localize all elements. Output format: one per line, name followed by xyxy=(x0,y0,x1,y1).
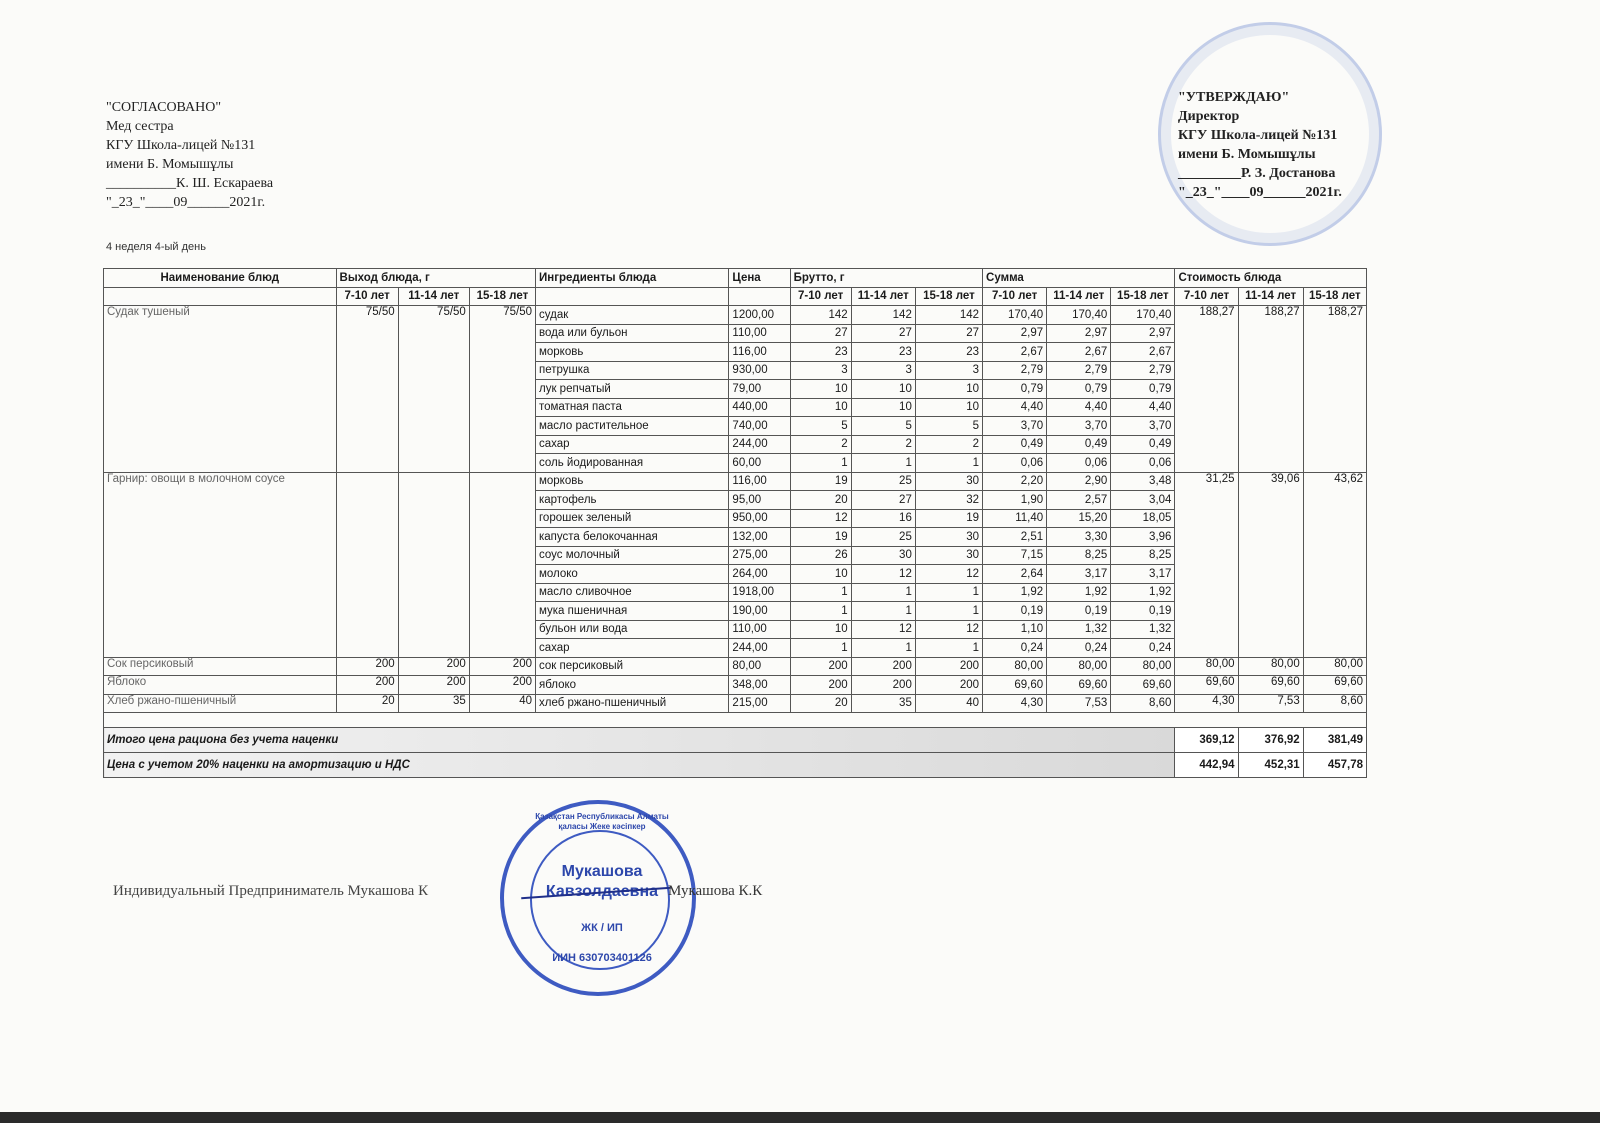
ingredient-name: сок персиковый xyxy=(535,657,728,676)
sum-value: 1,92 xyxy=(1111,583,1175,602)
approval-signature-line: _________Р. З. Достанова xyxy=(1178,166,1336,181)
col-brutto-header: Брутто, г xyxy=(790,269,982,288)
ingredient-price: 1200,00 xyxy=(729,306,790,325)
brutto-value: 1 xyxy=(790,639,851,658)
sum-value: 80,00 xyxy=(1111,657,1175,676)
sum-value: 2,57 xyxy=(1047,491,1111,510)
brutto-value: 30 xyxy=(851,546,915,565)
sum-value: 0,24 xyxy=(1047,639,1111,658)
sum-value: 8,25 xyxy=(1047,546,1111,565)
brutto-value: 27 xyxy=(851,324,915,343)
sum-value: 8,60 xyxy=(1111,694,1175,713)
brutto-value: 1 xyxy=(851,454,915,473)
brutto-value: 200 xyxy=(790,676,851,695)
brutto-value: 1 xyxy=(915,602,982,621)
brutto-value: 5 xyxy=(915,417,982,436)
brutto-value: 1 xyxy=(790,583,851,602)
age-15-18: 15-18 лет xyxy=(469,287,535,306)
brutto-value: 27 xyxy=(851,491,915,510)
dish-name: Судак тушеный xyxy=(104,306,337,473)
total-value: 376,92 xyxy=(1238,728,1303,753)
dish-yield: 75/50 xyxy=(469,306,535,473)
dish-name: Яблоко xyxy=(104,676,337,695)
sum-value: 4,40 xyxy=(983,398,1047,417)
brutto-value: 10 xyxy=(915,380,982,399)
brutto-value: 2 xyxy=(790,435,851,454)
total-label: Цена с учетом 20% наценки на амортизацию и НДС xyxy=(104,753,1175,778)
brutto-value: 1 xyxy=(915,583,982,602)
subheader-empty xyxy=(729,287,790,306)
brutto-value: 12 xyxy=(851,565,915,584)
brutto-value: 12 xyxy=(915,565,982,584)
sum-value: 0,06 xyxy=(1047,454,1111,473)
seal-iin: ИИН 630703401126 xyxy=(552,952,652,964)
ingredient-name: вода или бульон xyxy=(535,324,728,343)
brutto-value: 200 xyxy=(851,676,915,695)
sum-value: 0,06 xyxy=(983,454,1047,473)
brutto-value: 200 xyxy=(790,657,851,676)
total-row xyxy=(104,753,1367,778)
ingredient-name: капуста белокочанная xyxy=(535,528,728,547)
sum-value: 3,96 xyxy=(1111,528,1175,547)
brutto-value: 23 xyxy=(851,343,915,362)
sum-value: 69,60 xyxy=(1111,676,1175,695)
brutto-value: 35 xyxy=(851,694,915,713)
col-ingredients-header: Ингредиенты блюда xyxy=(535,269,728,288)
sum-value: 2,97 xyxy=(1047,324,1111,343)
brutto-value: 23 xyxy=(790,343,851,362)
dish-name: Сок персиковый xyxy=(104,657,337,676)
sum-value: 0,19 xyxy=(983,602,1047,621)
subheader-empty xyxy=(104,287,337,306)
total-value: 457,78 xyxy=(1303,753,1366,778)
age-11-14: 11-14 лет xyxy=(398,287,469,306)
dish-yield: 200 xyxy=(469,676,535,695)
sum-value: 0,24 xyxy=(983,639,1047,658)
sum-value: 2,64 xyxy=(983,565,1047,584)
ingredient-name: морковь xyxy=(535,343,728,362)
brutto-value: 10 xyxy=(915,398,982,417)
sum-value: 170,40 xyxy=(1111,306,1175,325)
ingredient-price: 264,00 xyxy=(729,565,790,584)
subheader-empty xyxy=(535,287,728,306)
dish-yield xyxy=(336,472,398,657)
brutto-value: 1 xyxy=(915,639,982,658)
dish-yield: 20 xyxy=(336,694,398,713)
brutto-value: 19 xyxy=(790,472,851,491)
sum-value: 0,49 xyxy=(983,435,1047,454)
brutto-value: 30 xyxy=(915,546,982,565)
brutto-value: 10 xyxy=(790,398,851,417)
ingredient-price: 110,00 xyxy=(729,324,790,343)
brutto-value: 10 xyxy=(790,380,851,399)
dish-name: Гарнир: овощи в молочном соусе xyxy=(104,472,337,657)
footer-sign-name: Мукашова К.К xyxy=(668,883,763,899)
dish-cost: 188,27 xyxy=(1303,306,1366,473)
approval-line: КГУ Школа-лицей №131 xyxy=(1178,128,1338,143)
ingredient-name: яблоко xyxy=(535,676,728,695)
sum-value: 0,24 xyxy=(1111,639,1175,658)
brutto-value: 27 xyxy=(915,324,982,343)
sum-value: 1,92 xyxy=(1047,583,1111,602)
dish-cost: 39,06 xyxy=(1238,472,1303,657)
sum-value: 2,20 xyxy=(983,472,1047,491)
dish-yield: 200 xyxy=(398,657,469,676)
brutto-value: 5 xyxy=(790,417,851,436)
brutto-value: 19 xyxy=(915,509,982,528)
total-value: 452,31 xyxy=(1238,753,1303,778)
brutto-value: 1 xyxy=(851,583,915,602)
dish-yield: 200 xyxy=(336,676,398,695)
brutto-value: 3 xyxy=(851,361,915,380)
sum-value: 0,79 xyxy=(983,380,1047,399)
sum-value: 80,00 xyxy=(1047,657,1111,676)
sum-value: 2,97 xyxy=(1111,324,1175,343)
dish-cost: 80,00 xyxy=(1175,657,1238,676)
brutto-value: 1 xyxy=(790,454,851,473)
age-7-10: 7-10 лет xyxy=(1175,287,1238,306)
ingredient-name: горошек зеленый xyxy=(535,509,728,528)
approval-line: КГУ Школа-лицей №131 xyxy=(106,138,256,153)
sum-value: 3,70 xyxy=(1047,417,1111,436)
sum-value: 3,70 xyxy=(1111,417,1175,436)
brutto-value: 10 xyxy=(851,380,915,399)
brutto-value: 142 xyxy=(790,306,851,325)
brutto-value: 20 xyxy=(790,694,851,713)
approval-signature-line: __________К. Ш. Ескараева xyxy=(106,176,274,191)
ingredient-price: 116,00 xyxy=(729,472,790,491)
approval-title-left: "СОГЛАСОВАНО" xyxy=(106,100,222,115)
ingredient-price: 110,00 xyxy=(729,620,790,639)
table-row xyxy=(104,306,1367,325)
ingredient-price: 80,00 xyxy=(729,657,790,676)
sum-value: 1,10 xyxy=(983,620,1047,639)
brutto-value: 12 xyxy=(915,620,982,639)
sum-value: 11,40 xyxy=(983,509,1047,528)
dish-yield: 40 xyxy=(469,694,535,713)
dish-name: Хлеб ржано-пшеничный xyxy=(104,694,337,713)
ingredient-name: морковь xyxy=(535,472,728,491)
sum-value: 0,19 xyxy=(1111,602,1175,621)
brutto-value: 2 xyxy=(851,435,915,454)
sum-value: 3,48 xyxy=(1111,472,1175,491)
approval-block-left xyxy=(106,98,406,212)
page-edge-shadow xyxy=(0,1112,1600,1123)
age-11-14: 11-14 лет xyxy=(1238,287,1303,306)
table-header-row xyxy=(104,269,1367,288)
brutto-value: 32 xyxy=(915,491,982,510)
ingredient-name: петрушка xyxy=(535,361,728,380)
sum-value: 3,04 xyxy=(1111,491,1175,510)
brutto-value: 200 xyxy=(915,676,982,695)
dish-cost: 80,00 xyxy=(1303,657,1366,676)
sum-value: 1,90 xyxy=(983,491,1047,510)
brutto-value: 1 xyxy=(851,602,915,621)
col-price-header: Цена xyxy=(729,269,790,288)
seal-name-line1: Мукашова xyxy=(561,863,643,880)
spacer-cell xyxy=(104,713,1367,728)
sum-value: 1,32 xyxy=(1111,620,1175,639)
dish-cost: 69,60 xyxy=(1175,676,1238,695)
brutto-value: 25 xyxy=(851,472,915,491)
seal-ring-text: Қазақстан Республикасы Алматы қаласы Жеке кәсіпкер xyxy=(535,812,669,831)
sum-value: 1,92 xyxy=(983,583,1047,602)
sum-value: 69,60 xyxy=(1047,676,1111,695)
approval-line: имени Б. Момышұлы xyxy=(1178,147,1316,162)
seal-name-line2: Кавзолдаевна xyxy=(545,883,659,900)
ingredient-price: 275,00 xyxy=(729,546,790,565)
brutto-value: 3 xyxy=(790,361,851,380)
col-sum-header: Сумма xyxy=(983,269,1175,288)
age-7-10: 7-10 лет xyxy=(336,287,398,306)
dish-yield xyxy=(469,472,535,657)
sum-value: 4,40 xyxy=(1047,398,1111,417)
ingredient-price: 190,00 xyxy=(729,602,790,621)
sum-value: 170,40 xyxy=(983,306,1047,325)
sum-value: 0,06 xyxy=(1111,454,1175,473)
table-row xyxy=(104,472,1367,491)
approval-title-right: "УТВЕРЖДАЮ" xyxy=(1178,90,1290,105)
brutto-value: 1 xyxy=(851,639,915,658)
seal-type: ЖК / ИП xyxy=(581,922,623,934)
brutto-value: 200 xyxy=(915,657,982,676)
dish-yield: 75/50 xyxy=(336,306,398,473)
sum-value: 15,20 xyxy=(1047,509,1111,528)
sum-value: 0,79 xyxy=(1111,380,1175,399)
brutto-value: 2 xyxy=(915,435,982,454)
menu-table xyxy=(103,268,1367,778)
brutto-value: 1 xyxy=(915,454,982,473)
sum-value: 7,53 xyxy=(1047,694,1111,713)
brutto-value: 1 xyxy=(790,602,851,621)
brutto-value: 25 xyxy=(851,528,915,547)
ingredient-price: 215,00 xyxy=(729,694,790,713)
ingredient-name: молоко xyxy=(535,565,728,584)
sum-value: 2,67 xyxy=(1047,343,1111,362)
dish-cost: 43,62 xyxy=(1303,472,1366,657)
sum-value: 80,00 xyxy=(983,657,1047,676)
sum-value: 69,60 xyxy=(983,676,1047,695)
total-label: Итого цена рациона без учета наценки xyxy=(104,728,1175,753)
week-label: 4 неделя 4-ый день xyxy=(106,241,206,253)
brutto-value: 5 xyxy=(851,417,915,436)
brutto-value: 30 xyxy=(915,472,982,491)
dish-cost: 188,27 xyxy=(1175,306,1238,473)
dish-cost: 4,30 xyxy=(1175,694,1238,713)
sum-value: 7,15 xyxy=(983,546,1047,565)
ingredient-price: 440,00 xyxy=(729,398,790,417)
brutto-value: 10 xyxy=(851,398,915,417)
ingredient-price: 950,00 xyxy=(729,509,790,528)
approval-block-right xyxy=(1178,88,1438,202)
ingredient-price: 1918,00 xyxy=(729,583,790,602)
ingredient-name: сахар xyxy=(535,639,728,658)
approval-date-line: "_23_"____09______2021г. xyxy=(106,195,266,210)
sum-value: 8,25 xyxy=(1111,546,1175,565)
dish-yield: 75/50 xyxy=(398,306,469,473)
table-row xyxy=(104,676,1367,695)
dish-cost: 80,00 xyxy=(1238,657,1303,676)
sum-value: 0,19 xyxy=(1047,602,1111,621)
ingredient-name: бульон или вода xyxy=(535,620,728,639)
brutto-value: 26 xyxy=(790,546,851,565)
age-11-14: 11-14 лет xyxy=(851,287,915,306)
dish-cost: 8,60 xyxy=(1303,694,1366,713)
sum-value: 18,05 xyxy=(1111,509,1175,528)
dish-yield: 200 xyxy=(398,676,469,695)
sum-value: 2,79 xyxy=(1111,361,1175,380)
brutto-value: 19 xyxy=(790,528,851,547)
age-15-18: 15-18 лет xyxy=(1111,287,1175,306)
ingredient-price: 740,00 xyxy=(729,417,790,436)
brutto-value: 20 xyxy=(790,491,851,510)
dish-cost: 69,60 xyxy=(1238,676,1303,695)
table-row xyxy=(104,657,1367,676)
ingredient-name: картофель xyxy=(535,491,728,510)
ingredient-name: сахар xyxy=(535,435,728,454)
col-cost-header: Стоимость блюда xyxy=(1175,269,1367,288)
sum-value: 2,90 xyxy=(1047,472,1111,491)
ingredient-price: 95,00 xyxy=(729,491,790,510)
ingredient-name: томатная паста xyxy=(535,398,728,417)
brutto-value: 142 xyxy=(915,306,982,325)
age-15-18: 15-18 лет xyxy=(1303,287,1366,306)
sum-value: 0,49 xyxy=(1111,435,1175,454)
sum-value: 3,17 xyxy=(1111,565,1175,584)
brutto-value: 23 xyxy=(915,343,982,362)
brutto-value: 40 xyxy=(915,694,982,713)
sum-value: 3,17 xyxy=(1047,565,1111,584)
ingredient-name: хлеб ржано-пшеничный xyxy=(535,694,728,713)
dish-cost: 7,53 xyxy=(1238,694,1303,713)
brutto-value: 200 xyxy=(851,657,915,676)
sum-value: 4,30 xyxy=(983,694,1047,713)
approval-line: Директор xyxy=(1178,109,1240,124)
total-value: 442,94 xyxy=(1175,753,1238,778)
ingredient-price: 79,00 xyxy=(729,380,790,399)
sum-value: 2,79 xyxy=(983,361,1047,380)
sum-value: 2,67 xyxy=(983,343,1047,362)
sum-value: 0,49 xyxy=(1047,435,1111,454)
total-value: 369,12 xyxy=(1175,728,1238,753)
spacer-row xyxy=(104,713,1367,728)
dish-cost: 188,27 xyxy=(1238,306,1303,473)
ingredient-name: судак xyxy=(535,306,728,325)
sum-value: 2,97 xyxy=(983,324,1047,343)
ingredient-name: соль йодированная xyxy=(535,454,728,473)
ingredient-name: лук репчатый xyxy=(535,380,728,399)
total-value: 381,49 xyxy=(1303,728,1366,753)
table-row xyxy=(104,694,1367,713)
sum-value: 4,40 xyxy=(1111,398,1175,417)
brutto-value: 12 xyxy=(851,620,915,639)
age-7-10: 7-10 лет xyxy=(790,287,851,306)
ingredient-name: соус молочный xyxy=(535,546,728,565)
brutto-value: 10 xyxy=(790,620,851,639)
ingredient-name: мука пшеничная xyxy=(535,602,728,621)
brutto-value: 3 xyxy=(915,361,982,380)
brutto-value: 27 xyxy=(790,324,851,343)
sum-value: 2,79 xyxy=(1047,361,1111,380)
dish-yield: 200 xyxy=(336,657,398,676)
ingredient-price: 60,00 xyxy=(729,454,790,473)
dish-yield xyxy=(398,472,469,657)
sum-value: 2,51 xyxy=(983,528,1047,547)
sum-value: 3,70 xyxy=(983,417,1047,436)
brutto-value: 30 xyxy=(915,528,982,547)
col-dish-header: Наименование блюд xyxy=(104,269,337,288)
age-7-10: 7-10 лет xyxy=(983,287,1047,306)
ingredient-price: 116,00 xyxy=(729,343,790,362)
ingredient-price: 244,00 xyxy=(729,435,790,454)
sum-value: 2,67 xyxy=(1111,343,1175,362)
sum-value: 0,79 xyxy=(1047,380,1111,399)
approval-line: Мед сестра xyxy=(106,119,174,134)
col-yield-header: Выход блюда, г xyxy=(336,269,535,288)
total-row xyxy=(104,728,1367,753)
dish-yield: 35 xyxy=(398,694,469,713)
table-subheader-row xyxy=(104,287,1367,306)
footer-entrepreneur: Индивидуальный Предприниматель Мукашова К xyxy=(113,883,429,899)
brutto-value: 12 xyxy=(790,509,851,528)
sum-value: 1,32 xyxy=(1047,620,1111,639)
ingredient-price: 348,00 xyxy=(729,676,790,695)
age-11-14: 11-14 лет xyxy=(1047,287,1111,306)
ingredient-name: масло растительное xyxy=(535,417,728,436)
sum-value: 3,30 xyxy=(1047,528,1111,547)
ingredient-price: 132,00 xyxy=(729,528,790,547)
dish-cost: 69,60 xyxy=(1303,676,1366,695)
brutto-value: 10 xyxy=(790,565,851,584)
ingredient-name: масло сливочное xyxy=(535,583,728,602)
brutto-value: 16 xyxy=(851,509,915,528)
approval-line: имени Б. Момышұлы xyxy=(106,157,234,172)
sum-value: 170,40 xyxy=(1047,306,1111,325)
dish-yield: 200 xyxy=(469,657,535,676)
brutto-value: 142 xyxy=(851,306,915,325)
approval-date-line: "_23_"____09______2021г. xyxy=(1178,185,1342,200)
dish-cost: 31,25 xyxy=(1175,472,1238,657)
menu-table-body xyxy=(104,306,1367,778)
ingredient-price: 930,00 xyxy=(729,361,790,380)
age-15-18: 15-18 лет xyxy=(915,287,982,306)
ingredient-price: 244,00 xyxy=(729,639,790,658)
